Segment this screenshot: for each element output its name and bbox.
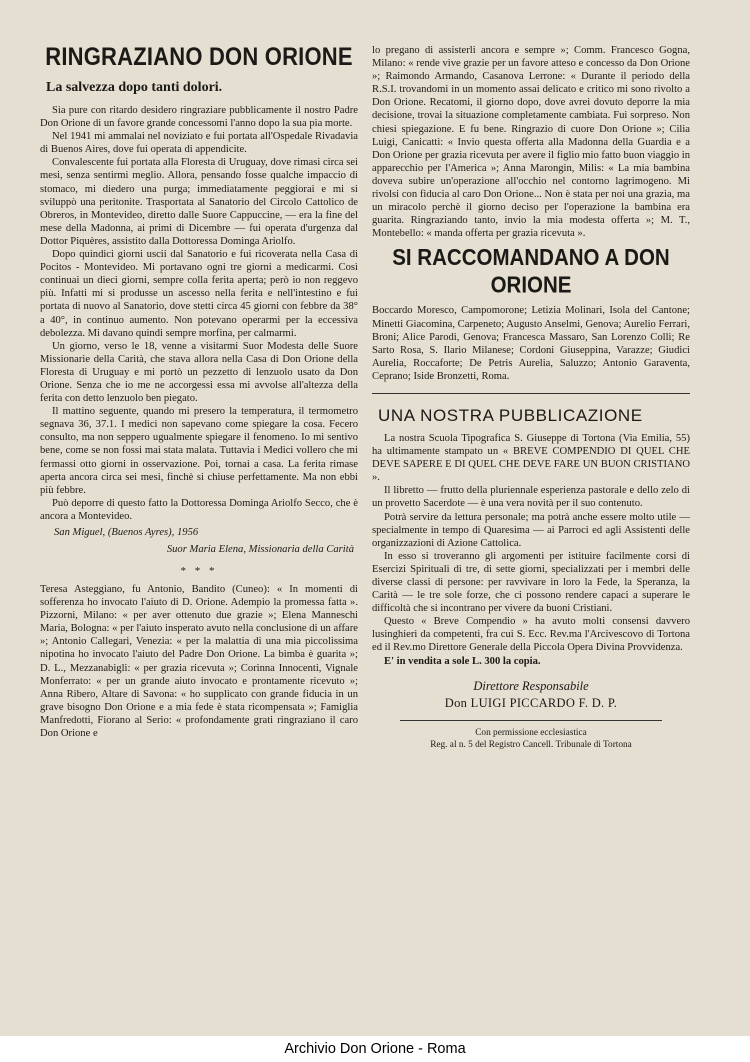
publication-paragraph: Potrà servire da lettura personale; ma potrà anche essere molto utile — specialmente in tempo di Quaresima — ai Parroci ed agli Assistenti delle organizzazioni di Azione Cattolica. — [372, 511, 690, 549]
article-paragraph: Il mattino seguente, quando mi presero la temperatura, il termometro segnava 36, 37.1. I medici non sapevano come spiegare la cosa. Fecero consulto, ma non seppero ugualmente spiegare il fenomeno. Io mi sentivo bene, come se non fossi mai stata malata. Tuttavia i Medici vollero che mi fermassi otto giorni in osservazione. Poi, tornai a casa. La ferita rimase aperta ancora circa sei mesi, finchè si chiuse perfettamente. Ma non ebbi più febbre. — [40, 406, 358, 496]
article-paragraph: Un giorno, verso le 18, venne a visitarmi Suor Modesta delle Suore Missionarie della Carità, che stava allora nella Casa di Don Orione della Floresta di Uruguay e mi portò un pezzetto di lenzuolo usato da Don Orione. Senza che io me ne accorgessi essa mi avvolse all'altezza della ferita con detto lenzuolo ben piegato. — [40, 340, 358, 405]
article-paragraph: Nel 1941 mi ammalai nel noviziato e fui portata all'Ospedale Rivadavia di Buenos Aires, dove fui operata di appendicite. — [40, 131, 358, 156]
ringraziano-title: RINGRAZIANO DON ORIONE — [45, 42, 353, 71]
left-column — [40, 44, 358, 740]
archive-footer: Archivio Don Orione - Roma — [0, 1036, 750, 1062]
publication-paragraph: In esso si troveranno gli argomenti per istituire facilmente corsi di Esercizi Spirituali di tre, di sette giorni, specializzati per i membri delle diverse classi di persone: per ravvivare in loro la Fede, la Speranza, la Carità — le tre sole forze, che ci possono rendere capaci a superare le difficoltà che si incontrano per vivere da buoni Cristiani. — [372, 550, 690, 615]
price-line: E' in vendita a sole L. 300 la copia. — [384, 655, 541, 667]
publication-paragraph: Il libretto — frutto della pluriennale esperienza pastorale e dello zelo di un provetto Sacerdote — è una vera novità per il suo contenuto. — [372, 485, 690, 510]
director-block — [372, 678, 690, 712]
thanks-list: Teresa Asteggiano, fu Antonio, Bandito (Cuneo): « In momenti di sofferenza ho invocato l'aiuto di D. Orione. Adempio la promessa fatta ». Pizzorni, Milano: « per aver ottenuto due grazie »; Elena Manneschi Maria, Bologna: « per l'aiuto insperato avuto nella conclusione di un affare »; Antonio Callegari, Venezia: « per la malattia di una mia piccolissima nipotina ho invocato l'aiuto del Padre Don Orione. La bimba è guarita »; D. L., Mezzanabigli: « per grazia ricevuta »; Corinna Innocenti, Vignale Monferrato: « per un grande aiuto invocato e prontamente ricevuto »; Anna Ribero, Altare di Savona: « ho supplicato con grande fiducia in un grave bisogno Don Orione e a mia fede è stata ricompensata »; Famiglia Manfredotti, Fiorano al Serio: « profondamente grati ringraziano il caro Don Orione e — [40, 584, 358, 740]
signature-name: Suor Maria Elena, Missionaria della Carità — [166, 544, 354, 555]
permit-line-1: Con permissione ecclesiastica — [475, 727, 587, 738]
publication-paragraph: Questo « Breve Compendio » ha avuto molti consensi davvero lusinghieri da competenti, fra cui S. Ecc. Rev.ma l'Arcivescovo di Tortona ed il Rev.mo Direttore Generale della Piccola Opera Divina Provvidenza. — [372, 616, 690, 654]
section-divider — [372, 393, 690, 394]
article-paragraph: Sia pure con ritardo desidero ringraziare pubblicamente il nostro Padre Don Orione di un favore grande concessomi l'anno dopo la sua pia morte. — [40, 105, 358, 130]
permit-line-2: Reg. al n. 5 del Registro Cancell. Tribunale di Tortona — [430, 739, 632, 750]
article-subtitle: La salvezza dopo tanti dolori. — [46, 80, 223, 95]
thanks-list-continued: lo pregano di assisterli ancora e sempre »; Comm. Francesco Gogna, Milano: « rende vive grazie per un favore atteso e concesso da Don Orione »; Raimondo Armando, Casanova Lerrone: « Durante il periodo della R.S.I. trovandomi in un momento assai delicato e critico mi sono rivolto a Don Orione. Recatomi, il giorno dopo, dove avrei dovuto deporre la mia decisione, trovai la situazione completamente cambiata. Fui sorpreso. Non chiesi spiegazione. E fu bene. Ringrazio di cuore Don Orione »; Cilia Luigi, Canicattì: « Invio questa offerta alla Madonna della Guardia e a Don Orione per grazia ricevuta per avere il figlio mio fatto buon viaggio in apparecchio per l'America »; Anna Marongin, Milis: « La mia bambina doveva subire un'operazione all'occhio nel contorno lagrimogeno. Mi rivolsi con fiducia al caro Don Orione... Non è stata per noi una grazia, ma un miracolo perchè il giorno deciso per l'operazione la bambina era guarita. Ringraziando tanto, invio la mia modesta offerta »; M. T., Montebello: « manda offerta per grazia ricevuta ». — [372, 45, 690, 240]
section-separator: * * * — [180, 565, 218, 577]
director-name: Don LUIGI PICCARDO F. D. P. — [444, 695, 618, 710]
article-paragraph: Convalescente fui portata alla Floresta di Uruguay, dove rimasi circa sei mesi, senza sentirmi meglio. Allora, pensando fosse qualche impaccio di stomaco, mi diedero una purga; immediatamente peggiorai e mi si sviluppò una peritonite. Trasportata al Sanatorio del Circolo Cattolico de Obreros, in Montevideo, diretto dalle Suore Cappuccine, — era la fine del mese della Madonna, ai primi di Dicembre — fui operata d'urgenza dal Dottor Piquères, assistito dalla Dottoressa Dominga Ariolfo. — [40, 157, 358, 247]
recommended-names-list: Boccardo Moresco, Campomorone; Letizia Molinari, Isola del Cantone; Minetti Giacomina, Carpeneto; Augusto Anselmi, Genova; Aurelio Ferrari, Broni; Alice Parodi, Genova; Francesca Massaro, San Lorenzo Colli; Re Sarto Rosa, S. Ilario Milanese; Cordoni Giuseppina, Varazze; Giudici Aurelia, Roccaforte; De Petris Aurelia, Saluzzo; Antonio Garaventa, Ceprano; Iside Bronzetti, Roma. — [372, 305, 690, 382]
raccomandano-title: SI RACCOMANDANO A DON ORIONE — [392, 244, 670, 299]
permit-divider — [400, 720, 662, 721]
right-column — [372, 44, 690, 751]
article-paragraph: Dopo quindici giorni uscii dal Sanatorio e fui ricoverata nella Casa di Pocitos - Montevideo. Mi portavano ogni tre giorni a medicarmi. Così continuai un dieci giorni, sempre colla ferita aperta; però io non reggevo più. Infatti mi si produsse un ascesso nella ferita e nell'intestino e fui portata di nuovo al Sanatorio, dove stetti circa 45 giorni con febbre da 38° a 40°, in continuo aumento. Non potevano operarmi per la eccessiva debolezza. Mi davano quindi sempre morfina, per calmarmi. — [40, 249, 358, 339]
article-paragraph: Può deporre di questo fatto la Dottoressa Dominga Ariolfo Secco, che è ancora a Montevideo. — [40, 497, 358, 522]
signature-place: San Miguel, (Buenos Ayres), 1956 — [54, 527, 199, 538]
director-role: Direttore Responsabile — [473, 678, 589, 693]
publication-paragraph: La nostra Scuola Tipografica S. Giuseppe di Tortona (Via Emilia, 55) ha ultimamente stampato un « BREVE COMPENDIO DI QUEL CHE DEVE SAPERE E DI QUEL CHE DEVE FARE UN BUON CRISTIANO ». — [372, 432, 690, 484]
publication-title: UNA NOSTRA PUBBLICAZIONE — [378, 405, 643, 425]
